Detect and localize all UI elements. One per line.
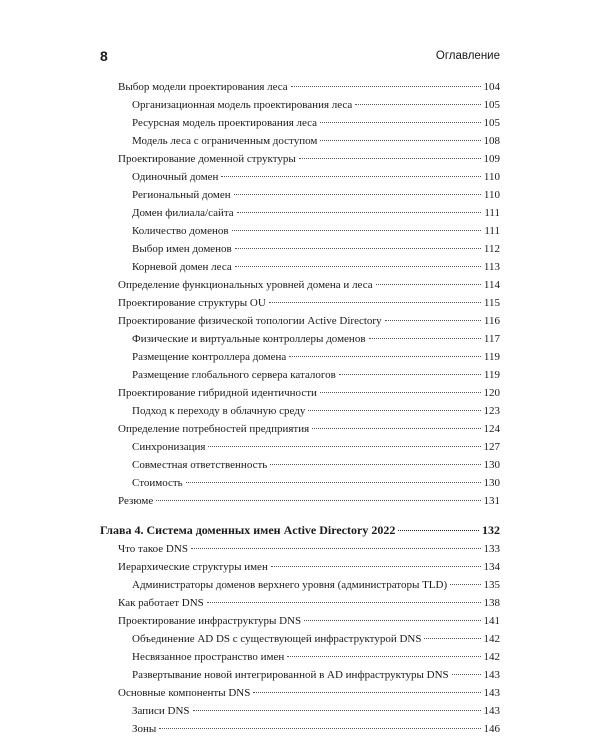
dot-leader bbox=[304, 620, 480, 621]
toc-entry-title: Домен филиала/сайта bbox=[132, 207, 234, 219]
toc-entry-page: 112 bbox=[483, 243, 500, 255]
toc-entry-page: 142 bbox=[483, 651, 500, 663]
toc-entry-title: Администраторы доменов верхнего уровня (администраторы TLD) bbox=[132, 579, 448, 591]
toc-entry[interactable] bbox=[100, 168, 500, 186]
toc-entry-page: 135 bbox=[483, 579, 500, 591]
dot-leader bbox=[398, 530, 479, 531]
toc-entry-title: Как работает DNS bbox=[118, 597, 204, 609]
toc-entry[interactable] bbox=[100, 540, 500, 558]
dot-leader bbox=[291, 86, 481, 87]
toc-entry[interactable] bbox=[100, 558, 500, 576]
toc-entry-page: 114 bbox=[483, 279, 500, 291]
toc-entry[interactable] bbox=[100, 438, 500, 456]
toc-entry[interactable] bbox=[100, 702, 500, 720]
toc-entry-page: 130 bbox=[483, 477, 500, 489]
dot-leader bbox=[287, 656, 480, 657]
toc-entry-page: 116 bbox=[483, 315, 500, 327]
toc-entry-page: 105 bbox=[483, 99, 500, 111]
chapter-page: 132 bbox=[482, 523, 500, 537]
dot-leader bbox=[369, 338, 481, 339]
toc-entry-page: 115 bbox=[483, 297, 500, 309]
dot-leader bbox=[193, 710, 481, 711]
dot-leader bbox=[355, 104, 480, 105]
toc-entry[interactable] bbox=[100, 402, 500, 420]
dot-leader bbox=[424, 638, 480, 639]
toc-entry-page: 127 bbox=[483, 441, 500, 453]
toc-entry-title: Региональный домен bbox=[132, 189, 231, 201]
toc-entry-title: Развертывание новой интегрированной в AD инфраструктуры DNS bbox=[132, 669, 449, 681]
dot-leader bbox=[191, 548, 481, 549]
toc-entry-title: Основные компоненты DNS bbox=[118, 687, 251, 699]
toc-entry-title: Выбор имен доменов bbox=[132, 243, 232, 255]
toc-chapter-4[interactable] bbox=[100, 520, 500, 540]
dot-leader bbox=[376, 284, 481, 285]
toc-entry-title: Определение функциональных уровней домена и леса bbox=[118, 279, 373, 291]
toc-entry-title: Ресурсная модель проектирования леса bbox=[132, 117, 318, 129]
toc-entry-title: Проектирование гибридной идентичности bbox=[118, 387, 317, 399]
dot-leader bbox=[312, 428, 480, 429]
toc-entry[interactable] bbox=[100, 114, 500, 132]
toc-entry-page: 143 bbox=[483, 687, 500, 699]
toc-entry-title: Синхронизация bbox=[132, 441, 206, 453]
toc-entry[interactable] bbox=[100, 204, 500, 222]
toc-entry-page: 110 bbox=[483, 171, 500, 183]
toc-entry-page: 133 bbox=[483, 543, 500, 555]
toc-entry-title: Одиночный домен bbox=[132, 171, 219, 183]
dot-leader bbox=[156, 500, 480, 501]
toc-entry-title: Определение потребностей предприятия bbox=[118, 423, 310, 435]
toc-entry-page: 110 bbox=[483, 189, 500, 201]
toc-entry-page: 119 bbox=[483, 351, 500, 363]
toc-entry[interactable] bbox=[100, 258, 500, 276]
toc-entry[interactable] bbox=[100, 630, 500, 648]
toc-entry[interactable] bbox=[100, 150, 500, 168]
toc-entry-page: 143 bbox=[483, 669, 500, 681]
toc-entry-title: Иерархические структуры имен bbox=[118, 561, 268, 573]
toc-entry-page: 141 bbox=[483, 615, 500, 627]
toc-entry[interactable] bbox=[100, 330, 500, 348]
toc-entry-title: Проектирование структуры OU bbox=[118, 297, 266, 309]
toc-entry-title: Стоимость bbox=[132, 477, 183, 489]
toc-entry[interactable] bbox=[100, 78, 500, 96]
toc-entry[interactable] bbox=[100, 474, 500, 492]
toc-entry[interactable] bbox=[100, 720, 500, 738]
toc-entry-page: 105 bbox=[483, 117, 500, 129]
toc-entry-title: Записи DNS bbox=[132, 705, 190, 717]
toc-entry-page: 146 bbox=[483, 723, 500, 735]
toc-section-2 bbox=[100, 540, 500, 738]
toc-entry[interactable] bbox=[100, 666, 500, 684]
toc-entry[interactable] bbox=[100, 576, 500, 594]
toc-entry[interactable] bbox=[100, 384, 500, 402]
toc-entry-page: 130 bbox=[483, 459, 500, 471]
toc-entry[interactable] bbox=[100, 594, 500, 612]
toc-entry-title: Подход к переходу в облачную среду bbox=[132, 405, 306, 417]
toc-entry[interactable] bbox=[100, 222, 500, 240]
dot-leader bbox=[308, 410, 480, 411]
toc-entry-page: 142 bbox=[483, 633, 500, 645]
toc-entry-title: Физические и виртуальные контроллеры доменов bbox=[132, 333, 366, 345]
chapter-title: Глава 4. Система доменных имен Active Directory 2022 bbox=[100, 523, 396, 537]
dot-leader bbox=[385, 320, 481, 321]
dot-leader bbox=[452, 674, 481, 675]
toc-entry-page: 124 bbox=[483, 423, 500, 435]
toc-entry-page: 138 bbox=[483, 597, 500, 609]
toc-entry-page: 119 bbox=[483, 369, 500, 381]
dot-leader bbox=[253, 692, 480, 693]
dot-leader bbox=[208, 446, 480, 447]
dot-leader bbox=[221, 176, 480, 177]
toc-entry-title: Проектирование инфраструктуры DNS bbox=[118, 615, 302, 627]
toc-entry-title: Проектирование физической топологии Active Directory bbox=[118, 315, 382, 327]
toc-entry-page: 111 bbox=[484, 207, 500, 219]
dot-leader bbox=[339, 374, 481, 375]
toc-entry[interactable] bbox=[100, 456, 500, 474]
running-title: Оглавление bbox=[435, 50, 500, 62]
dot-leader bbox=[237, 212, 482, 213]
toc-entry-title: Резюме bbox=[118, 495, 154, 507]
toc-entry[interactable] bbox=[100, 132, 500, 150]
toc-section-1 bbox=[100, 78, 500, 510]
page-number: 8 bbox=[100, 48, 108, 64]
dot-leader bbox=[207, 602, 481, 603]
dot-leader bbox=[234, 194, 481, 195]
toc-entry-title: Размещение контроллера домена bbox=[132, 351, 287, 363]
dot-leader bbox=[270, 464, 480, 465]
toc-entry[interactable] bbox=[100, 612, 500, 630]
toc-entry-page: 111 bbox=[484, 225, 500, 237]
toc-entry[interactable] bbox=[100, 240, 500, 258]
toc-entry-title: Размещение глобального сервера каталогов bbox=[132, 369, 336, 381]
toc-entry[interactable] bbox=[100, 312, 500, 330]
toc-entry-title: Модель леса с ограниченным доступом bbox=[132, 135, 318, 147]
toc-entry[interactable] bbox=[100, 366, 500, 384]
toc-entry-page: 108 bbox=[483, 135, 500, 147]
dot-leader bbox=[159, 728, 480, 729]
dot-leader bbox=[320, 122, 480, 123]
dot-leader bbox=[320, 140, 480, 141]
dot-leader bbox=[235, 266, 481, 267]
toc-entry-page: 104 bbox=[483, 81, 500, 93]
toc-entry-page: 117 bbox=[483, 333, 500, 345]
toc-entry[interactable] bbox=[100, 186, 500, 204]
toc-entry[interactable] bbox=[100, 276, 500, 294]
dot-leader bbox=[450, 584, 480, 585]
toc-entry-page: 109 bbox=[483, 153, 500, 165]
toc-entry-page: 123 bbox=[483, 405, 500, 417]
dot-leader bbox=[289, 356, 481, 357]
toc-entry-title: Зоны bbox=[132, 723, 157, 735]
toc-entry-page: 131 bbox=[483, 495, 500, 507]
toc-entry[interactable] bbox=[100, 420, 500, 438]
page-header bbox=[100, 48, 500, 68]
toc-entry-page: 113 bbox=[483, 261, 500, 273]
toc-entry-page: 143 bbox=[483, 705, 500, 717]
toc-entry-title: Несвязанное пространство имен bbox=[132, 651, 285, 663]
dot-leader bbox=[299, 158, 481, 159]
toc-entry[interactable] bbox=[100, 648, 500, 666]
toc-entry[interactable] bbox=[100, 684, 500, 702]
toc-entry[interactable] bbox=[100, 96, 500, 114]
toc-entry-title: Совместная ответственность bbox=[132, 459, 268, 471]
toc-entry-title: Проектирование доменной структуры bbox=[118, 153, 296, 165]
dot-leader bbox=[235, 248, 481, 249]
toc-entry-page: 134 bbox=[483, 561, 500, 573]
toc-entry[interactable] bbox=[100, 348, 500, 366]
toc-entry-title: Что такое DNS bbox=[118, 543, 188, 555]
dot-leader bbox=[186, 482, 481, 483]
toc-entry-title: Корневой домен леса bbox=[132, 261, 232, 273]
toc-entry-page: 120 bbox=[483, 387, 500, 399]
dot-leader bbox=[320, 392, 481, 393]
dot-leader bbox=[232, 230, 482, 231]
toc-entry-title: Объединение AD DS с существующей инфраструктурой DNS bbox=[132, 633, 422, 645]
toc-entry[interactable] bbox=[100, 492, 500, 510]
dot-leader bbox=[271, 566, 481, 567]
toc-entry[interactable] bbox=[100, 294, 500, 312]
toc-entry-title: Количество доменов bbox=[132, 225, 229, 237]
toc-entry-title: Выбор модели проектирования леса bbox=[118, 81, 288, 93]
table-of-contents bbox=[100, 78, 500, 738]
toc-entry-title: Организационная модель проектирования леса bbox=[132, 99, 353, 111]
dot-leader bbox=[269, 302, 481, 303]
